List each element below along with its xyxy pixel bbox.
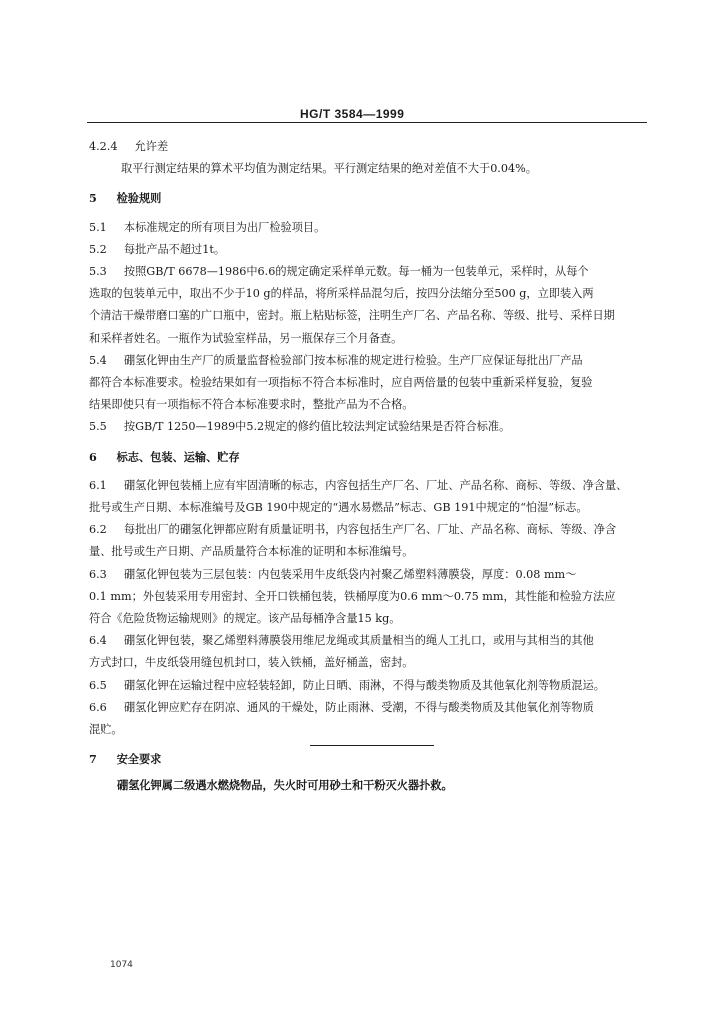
clause-number: 6.4 (89, 634, 107, 648)
clause-text: 硼氢化钾由生产厂的质量监督检验部门按本标准的规定进行检验。生产厂应保证每批出厂产品 (123, 353, 583, 367)
clause-text: 方式封口，牛皮纸袋用缝包机封口，装入铁桶，盖好桶盖，密封。 (89, 656, 414, 670)
section-6-clauses (89, 475, 653, 741)
section-number: 6 (89, 449, 97, 464)
clause-number: 5.5 (89, 420, 107, 434)
clause-number: 6.2 (89, 523, 107, 537)
clause-6-2 (89, 519, 653, 563)
clause-text: 按GB/T 1250—1989中5.2规定的修约值比较法判定试验结果是否符合标准。 (123, 420, 511, 434)
clause-text: 批号或生产日期、本标准编号及GB 190中规定的“遇水易燃品”标志、GB 191中规定的“怕湿”标志。 (89, 501, 588, 515)
section-number: 7 (89, 752, 97, 767)
standard-number-header: HG/T 3584—1999 (300, 107, 405, 121)
clause-5-4 (89, 350, 653, 417)
end-of-standard-rule (310, 745, 434, 746)
section-5-heading (89, 187, 653, 209)
clause-5-2 (89, 239, 653, 261)
clause-number: 5.2 (89, 242, 107, 256)
clause-number: 5.1 (89, 220, 107, 234)
section-7-heading (89, 748, 653, 770)
section-6-heading (89, 446, 653, 468)
clause-text: 硼氢化钾包装桶上应有牢固清晰的标志，内容包括生产厂名、厂址、产品名称、商标、等级、净含量、 (123, 478, 628, 492)
header-rule (87, 122, 647, 123)
clause-text: 每批出厂的硼氢化钾都应附有质量证明书，内容包括生产厂名、厂址、产品名称、商标、等级、净含 (123, 523, 617, 537)
clause-text: 结果即使只有一项指标不符合本标准要求时，整批产品为不合格。 (89, 398, 414, 412)
clause-4-2-4-text: 取平行测定结果的算术平均值为测定结果。平行测定结果的绝对差值不大于0.04%。 (121, 162, 537, 176)
clause-6-6 (89, 697, 653, 741)
clause-4-2-4-heading (89, 136, 653, 158)
clause-text: 和采样者姓名。一瓶作为试验室样品，另一瓶保存三个月备查。 (89, 331, 403, 345)
page-number: 1074 (110, 960, 133, 970)
section-7-text: 硼氢化钾属二级遇水燃烧物品，失火时可用砂土和干粉灭火器扑救。 (117, 778, 453, 793)
clause-5-1 (89, 217, 653, 239)
clause-text: 选取的包装单元中，取出不少于10 g的样品，将所采样品混匀后，按四分法缩分至500 g，立即装入两 (89, 287, 594, 301)
clause-number: 5.4 (89, 353, 107, 367)
clause-5-3 (89, 261, 653, 350)
document-body (89, 136, 653, 797)
clause-text: 0.1 mm；外包装采用专用密封、全开口铁桶包装，铁桶厚度为0.6 mm～0.75 mm，其性能和检验方法应 (89, 589, 616, 603)
section-title: 标志、包装、运输、贮存 (116, 449, 240, 464)
clause-text: 符合《危险货物运输规则》的规定。该产品每桶净含量15 kg。 (89, 612, 401, 626)
clause-number: 6.6 (89, 700, 107, 714)
clause-text: 硼氢化钾应贮存在阴凉、通风的干燥处，防止雨淋、受潮，不得与酸类物质及其他氧化剂等物质 (123, 700, 594, 714)
clause-6-5 (89, 675, 653, 697)
clause-6-1 (89, 475, 653, 519)
clause-number: 6.3 (89, 567, 107, 581)
clause-5-5 (89, 416, 653, 438)
clause-6-3 (89, 564, 653, 631)
clause-number: 5.3 (89, 265, 107, 279)
clause-number: 4.2.4 (89, 140, 118, 153)
clause-number: 6.1 (89, 478, 107, 492)
clause-text: 都符合本标准要求。检验结果如有一项指标不符合本标准时，应自两倍量的包装中重新采样复验，复验 (89, 376, 593, 390)
clause-text: 每批产品不超过1t。 (123, 242, 226, 256)
clause-text: 本标准规定的所有项目为出厂检验项目。 (123, 220, 326, 234)
clause-text: 硼氢化钾包装为三层包装：内包装采用牛皮纸袋内衬聚乙烯塑料薄膜袋，厚度：0.08 mm～ (123, 567, 577, 581)
section-title: 安全要求 (116, 752, 162, 767)
clause-6-4 (89, 630, 653, 674)
clause-text: 个清洁干燥带磨口塞的广口瓶中，密封。瓶上粘贴标签，注明生产厂名、产品名称、等级、批号、采样日期 (89, 309, 615, 323)
clause-text: 按照GB/T 6678—1986中6.6的规定确定采样单元数。每一桶为一包装单元，采样时，从每个 (123, 265, 589, 279)
section-number: 5 (89, 191, 97, 206)
clause-text: 混贮。 (89, 723, 123, 737)
clause-title: 允许差 (134, 140, 169, 153)
clause-text: 量、批号或生产日期、产品质量符合本标准的证明和本标准编号。 (89, 545, 414, 559)
clause-text: 硼氢化钾包装，聚乙烯塑料薄膜袋用维尼龙绳或其质量相当的绳人工扎口，或用与其相当的其他 (123, 634, 594, 648)
section-title: 检验规则 (116, 191, 162, 206)
clause-text: 硼氢化钾在运输过程中应轻装轻卸，防止日晒、雨淋，不得与酸类物质及其他氧化剂等物质混运。 (123, 678, 605, 692)
clause-number: 6.5 (89, 678, 107, 692)
section-5-clauses (89, 217, 653, 439)
